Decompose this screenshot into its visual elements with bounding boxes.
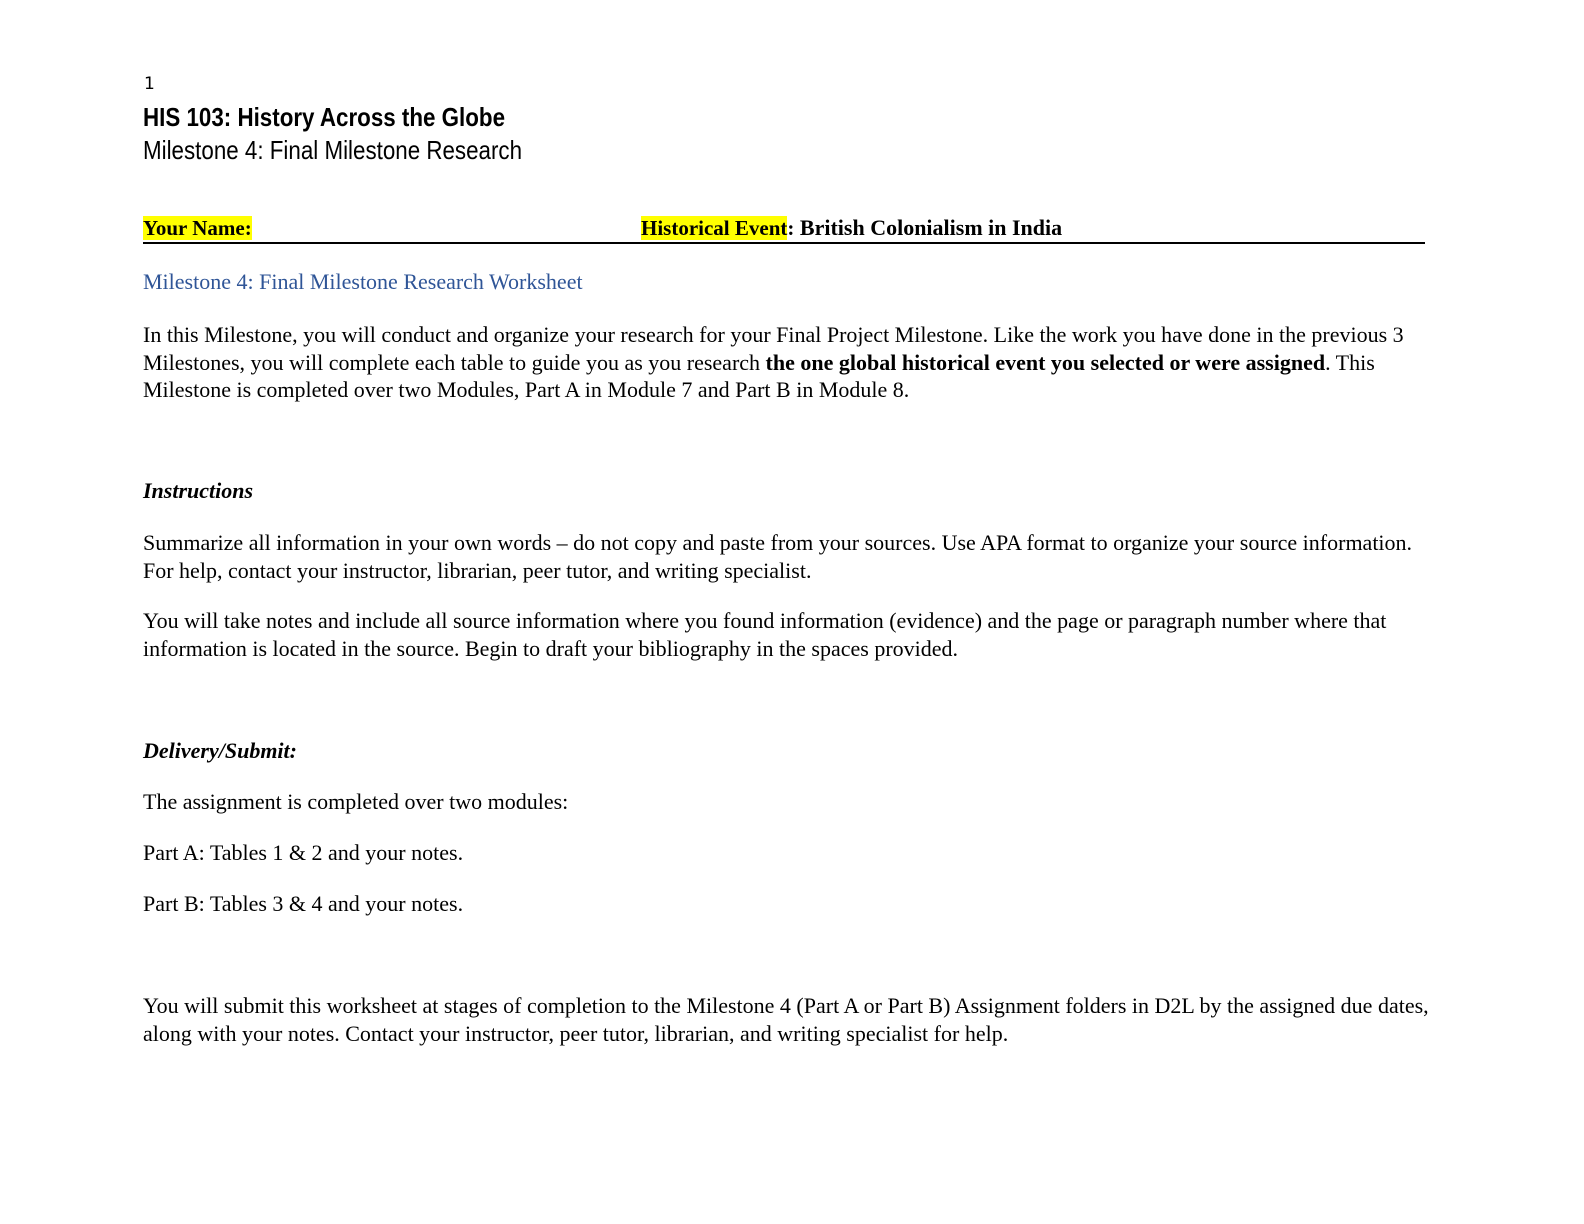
historical-event-separator: : xyxy=(787,216,795,240)
delivery-paragraph-1: The assignment is completed over two modules: xyxy=(143,789,569,814)
course-title: HIS 103: History Across the Globe xyxy=(143,102,506,132)
historical-event-value: British Colonialism in India xyxy=(794,215,1063,240)
intro-text-start: In this Milestone, you will conduct and organize your research for your Final Project Milestone. Like the work you have done in the previous 3 Milestones, you will complete each table to guide you as you research xyxy=(143,322,1404,375)
instructions-paragraph-2: You will take notes and include all source information where you found information (evidence) and the page or paragraph number where that information is located in the source. Begin to draft your bibliography in the spaces provided. xyxy=(143,608,1387,661)
historical-event-label: Historical Event xyxy=(641,216,788,240)
worksheet-heading: Milestone 4: Final Milestone Research Worksheet xyxy=(143,269,583,294)
delivery-part-a: Part A: Tables 1 & 2 and your notes. xyxy=(143,840,464,865)
intro-paragraph xyxy=(143,321,1433,404)
delivery-part-b: Part B: Tables 3 & 4 and your notes. xyxy=(143,891,464,916)
instructions-heading: Instructions xyxy=(143,478,254,503)
instructions-paragraph-1: Summarize all information in your own words – do not copy and paste from your sources. Use APA format to organize your source information. For help, contact your instructor, librarian, peer tutor, and writing specialist. xyxy=(143,530,1413,583)
page-number: 1 xyxy=(144,74,155,94)
course-subtitle: Milestone 4: Final Milestone Research xyxy=(143,135,523,165)
historical-event xyxy=(641,216,1062,240)
intro-text-end: . This Milestone is completed over two Modules, Part A in Module 7 and Part B in Module 8. xyxy=(143,349,1375,402)
intro-bold-text: the one global historical event you selected or were assigned xyxy=(765,349,1326,375)
delivery-heading: Delivery/Submit: xyxy=(143,738,297,763)
name-event-row xyxy=(143,216,1425,244)
your-name-label: Your Name: xyxy=(143,216,252,240)
delivery-final-paragraph: You will submit this worksheet at stages of completion to the Milestone 4 (Part A or Part B) Assignment folders in D2L by the assigned due dates, along with your notes. Contact your instructor, peer tutor, librarian, and writing specialist for help. xyxy=(143,993,1429,1046)
